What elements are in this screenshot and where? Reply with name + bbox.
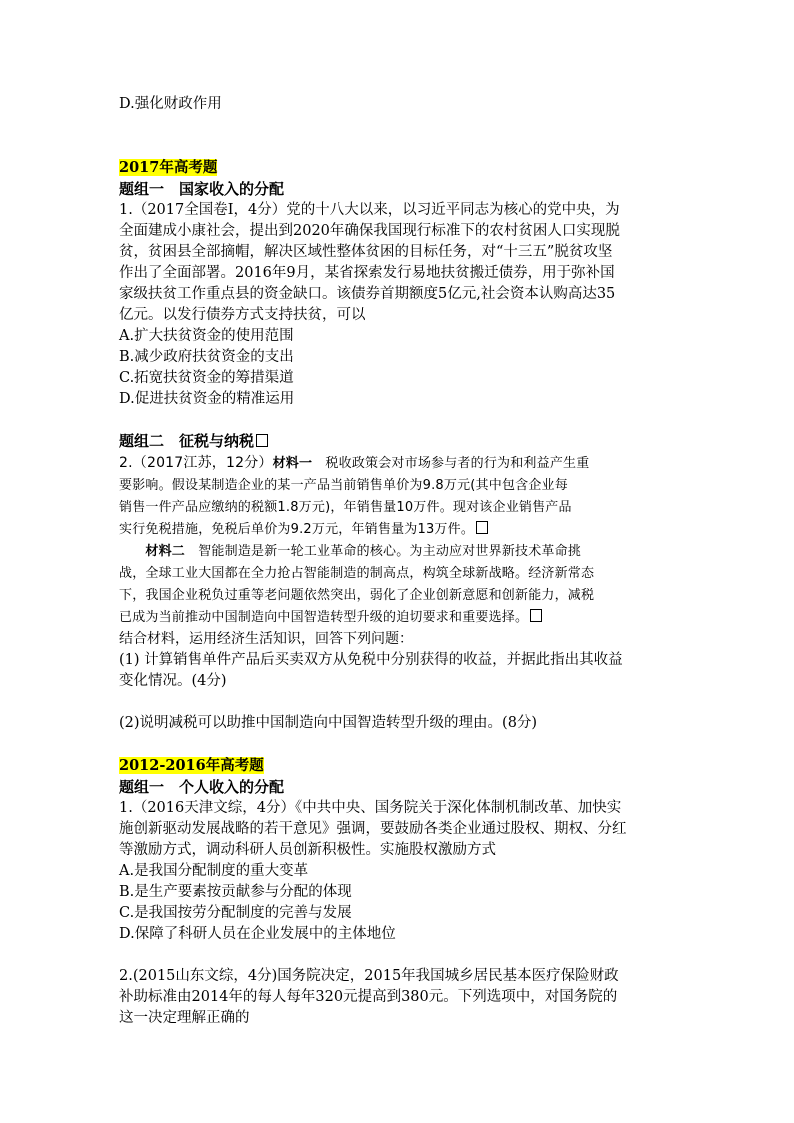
question-source: 2.（2017江苏，12分） (119, 455, 273, 471)
material-title: 材料二 (145, 544, 186, 559)
question-text: 全面建成小康社会，提出到2020年确保我国现行标准下的农村贫困人口实现脱 (119, 223, 620, 239)
material-text: 要影响。假设某制造企业的某一产品当前销售单价为9.8万元(其中包含企业每 (119, 478, 568, 493)
group-heading: 题组二 征税与纳税 (119, 432, 255, 450)
question-text: 这一决定理解正确的 (119, 1010, 250, 1026)
placeholder-box-icon (530, 609, 542, 622)
section-heading-2017: 2017年高考题 (119, 159, 218, 176)
question-text: 2.(2015山东文综，4分)国务院决定，2015年我国城乡居民基本医疗保险财政 (119, 968, 619, 984)
option-a: A.扩大扶贫资金的使用范围 (119, 328, 294, 344)
material-text: 税收政策会对市场参与者的行为和利益产生重 (312, 456, 590, 471)
placeholder-box-icon (256, 434, 268, 447)
option-d: D.促进扶贫资金的精准运用 (119, 391, 295, 407)
material-text: 销售一件产品应缴纳的税额1.8万元)，年销售量10万件。现对该企业销售产品 (119, 500, 572, 515)
material-text: 已成为当前推动中国制造向中国智造转型升级的迫切要求和重要选择。 (119, 610, 529, 625)
group-heading: 题组一 国家收入的分配 (119, 180, 285, 198)
option-c: C.拓宽扶贫资金的筹措渠道 (119, 370, 294, 386)
material-text: 下，我国企业税负过重等老问题依然突出，弱化了企业创新意愿和创新能力，减税 (119, 588, 595, 603)
option-c: C.是我国按劳分配制度的完善与发展 (119, 905, 352, 921)
material-text: 实行免税措施，免税后单价为9.2万元，年销售量为13万件。 (119, 522, 475, 537)
option-b: B.是生产要素按贡献参与分配的体现 (119, 884, 352, 900)
material-title: 材料一 (272, 456, 313, 471)
question-text: 贫，贫困县全部摘帽，解决区域性整体贫困的目标任务，对“十三五”脱贫攻坚 (119, 244, 613, 260)
option-b: B.减少政府扶贫资金的支出 (119, 349, 294, 365)
placeholder-box-icon (476, 521, 488, 534)
option-d: D.保障了科研人员在企业发展中的主体地位 (119, 926, 396, 942)
group-heading: 题组一 个人收入的分配 (119, 778, 285, 796)
question-text: 1.（2017全国卷Ⅰ，4分）党的十八大以来，以习近平同志为核心的党中央，为 (119, 202, 620, 218)
document-page (119, 94, 685, 1029)
option-d-previous: D.强化财政作用 (119, 96, 222, 112)
question-text: 1.（2016天津文综，4分）《中共中央、国务院关于深化体制机制改革、加快实 (119, 800, 622, 816)
option-a: A.是我国分配制度的重大变革 (119, 863, 309, 879)
material-text: 智能制造是新一轮工业革命的核心。为主动应对世界新技术革命挑 (185, 544, 582, 559)
section-heading-2012-2016: 2012-2016年高考题 (119, 757, 264, 774)
question-prompt: 结合材料，运用经济生活知识，回答下列问题： (119, 631, 413, 647)
question-text: 补助标准由2014年的每人每年320元提高到380元。下列选项中，对国务院的 (119, 989, 618, 1005)
question-text: 作出了全面部署。2016年9月，某省探索发行易地扶贫搬迁债券，用于弥补国 (119, 265, 615, 281)
question-text: 等激励方式，调动科研人员创新积极性。实施股权激励方式 (119, 842, 496, 858)
sub-question-1: (1) 计算销售单件产品后买卖双方从免税中分别获得的收益，并据此指出其收益 (119, 652, 623, 668)
question-text: 家级扶贫工作重点县的资金缺口。该债券首期额度5亿元,社会资本认购高达35 (119, 286, 616, 302)
material-text: 战，全球工业大国都在全力抢占智能制造的制高点，构筑全球新战略。经济新常态 (119, 566, 595, 581)
question-text: 施创新驱动发展战略的若干意见》强调，要鼓励各类企业通过股权、期权、分红 (119, 821, 627, 837)
question-text: 亿元。以发行债券方式支持扶贫，可以 (119, 307, 366, 323)
sub-question-1-cont: 变化情况。(4分) (119, 673, 227, 689)
sub-question-2: (2)说明减税可以助推中国制造向中国智造转型升级的理由。(8分) (119, 715, 538, 731)
